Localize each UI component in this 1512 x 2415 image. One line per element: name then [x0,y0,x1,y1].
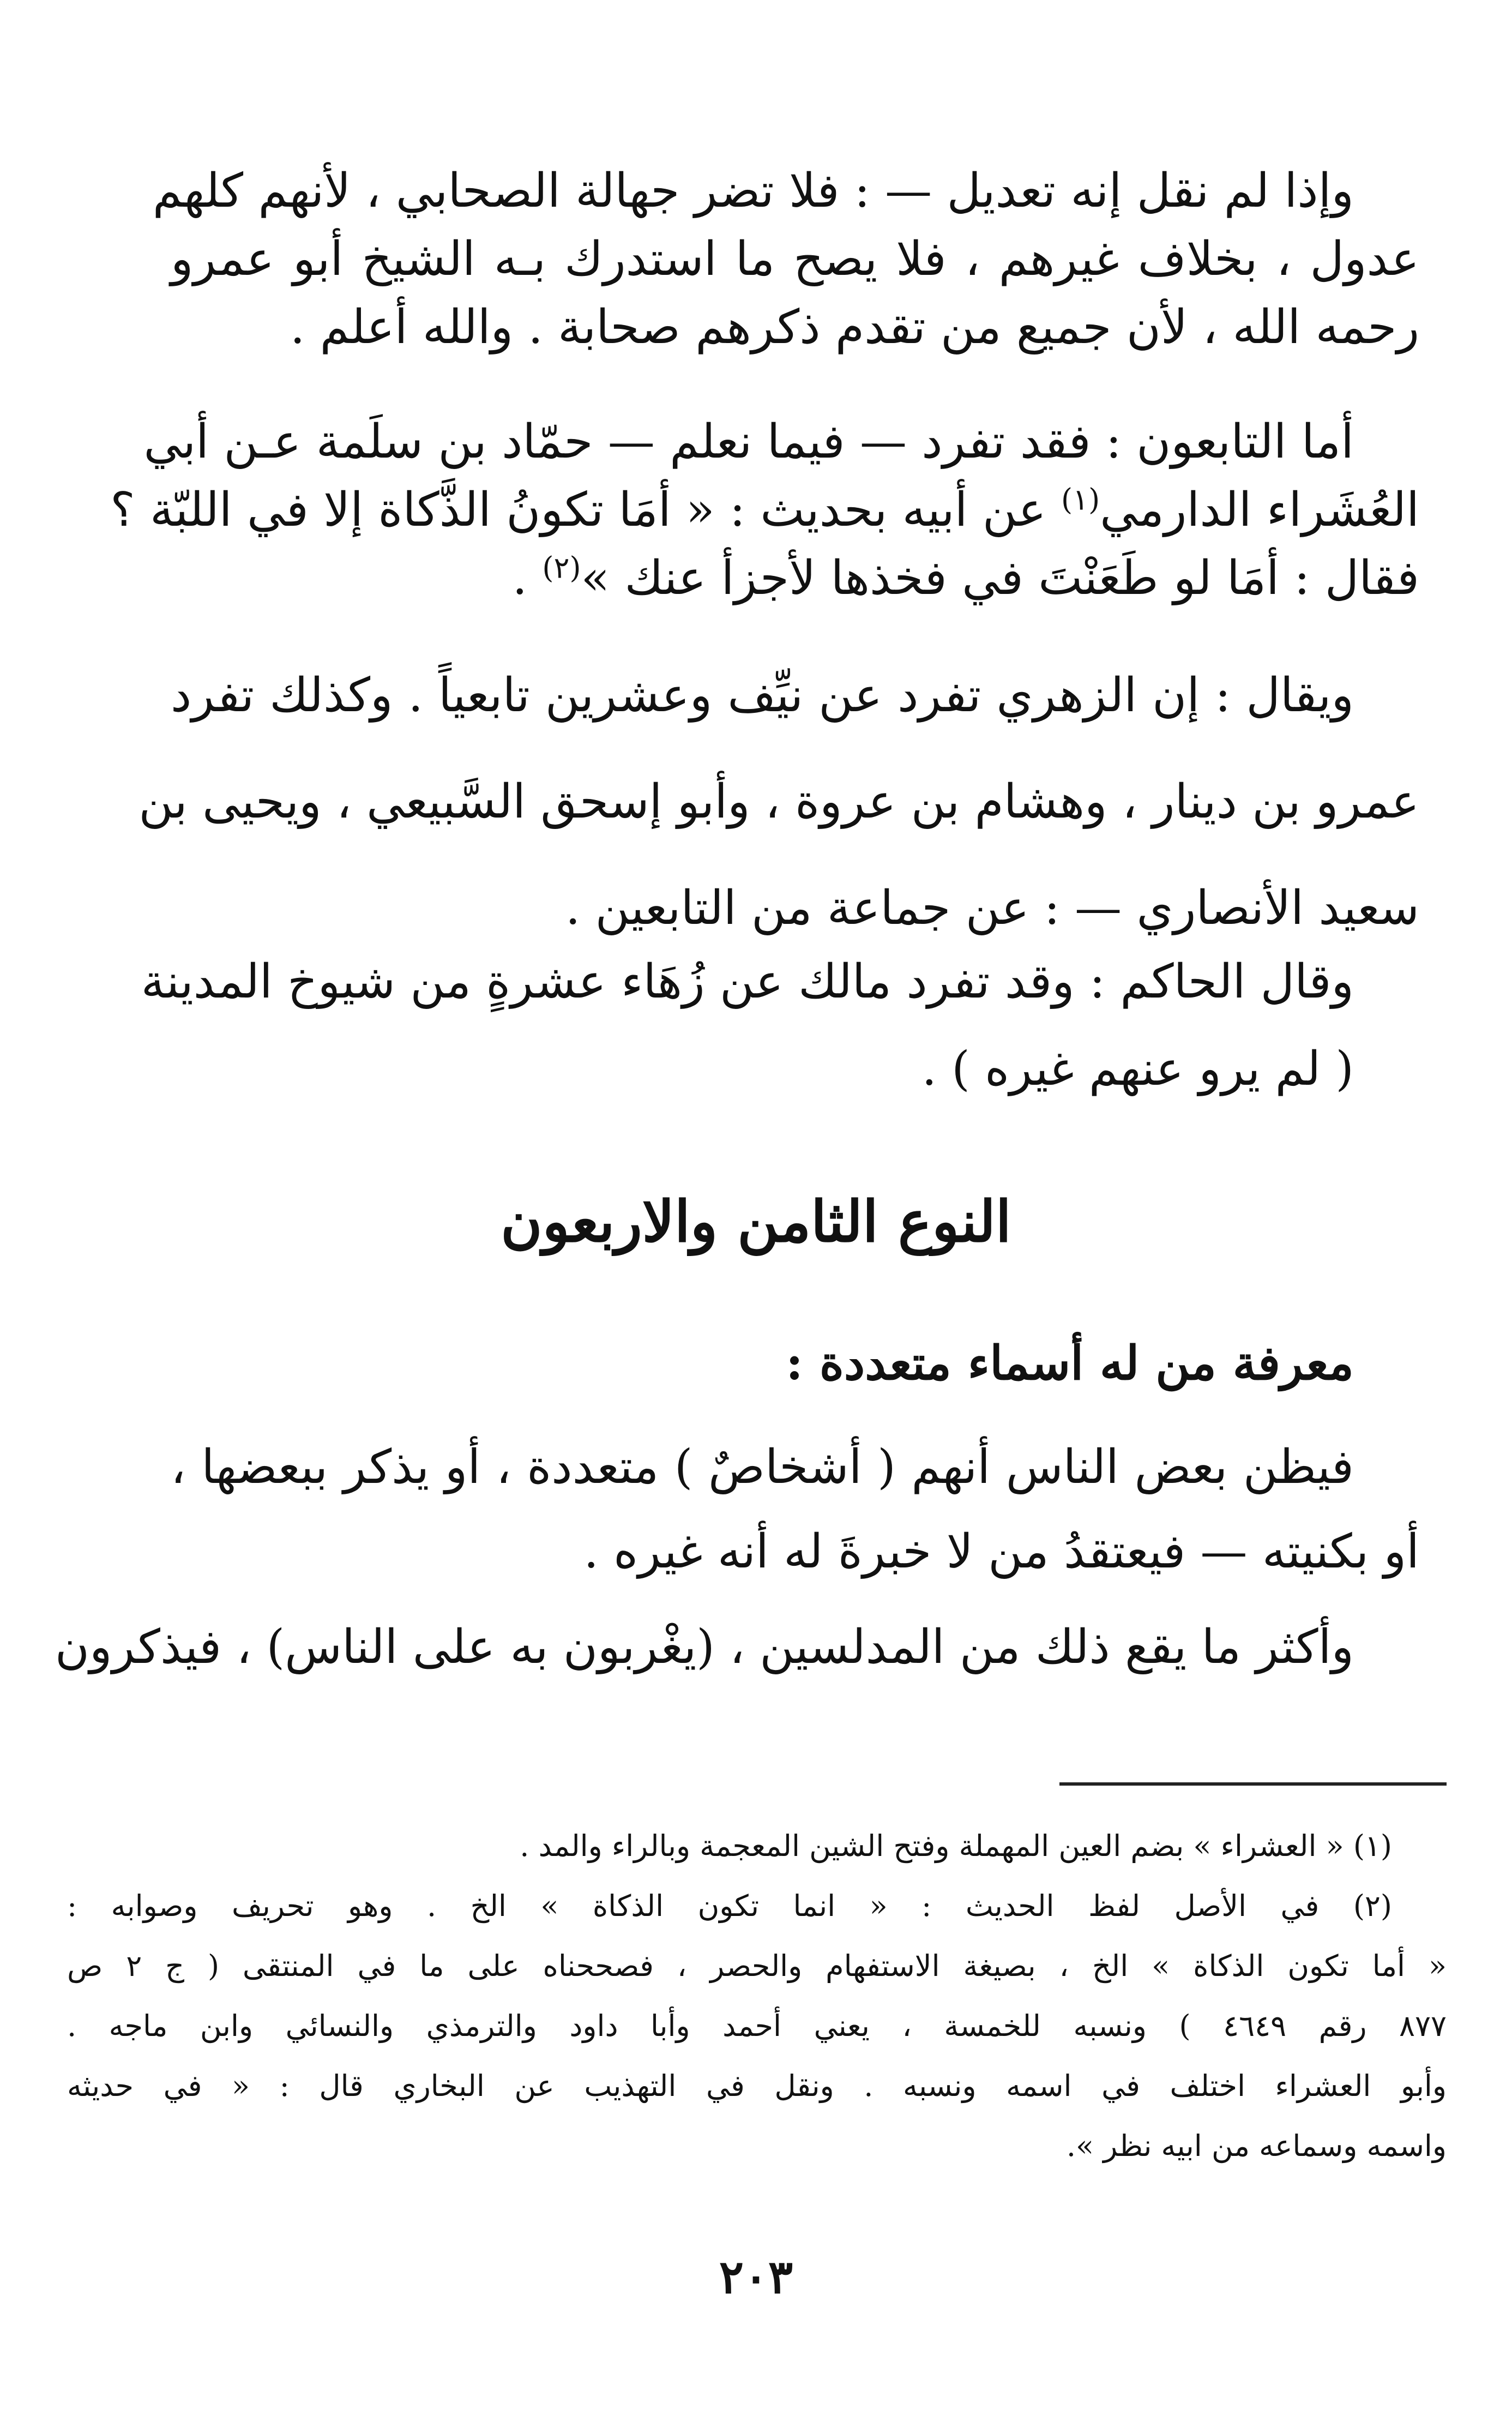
body-line-3: رحمه الله ، لأن جميع من تقدم ذكرهم صحابة . والله أعلم . [290,300,1419,355]
body-line-6-text: فقال : أمَا لو طَعَنْتَ في فخذها لأجزأ عنك » [581,551,1419,605]
body-line-8: عمرو بن دينار ، وهشام بن عروة ، وأبو إسحق السَّبيعي ، ويحيى بن [138,774,1419,829]
body-line-5 [110,477,1419,543]
footnote-ref-1: (١) [1061,482,1100,517]
footnote-line-1: (١) « العشراء » بضم العين المهملة وفتح الشين المعجمة وبالراء والمد . [520,1829,1392,1863]
footnote-line-2: (٢) في الأصل لفظ الحديث : « انما تكون الذكاة » الخ . وهو تحريف وصوابه : [67,1889,1392,1923]
section-heading: النوع الثامن والاربعون [501,1188,1011,1255]
body-line-11: ( لم يرو عنهم غيره ) . [921,1042,1354,1096]
footnote-line-6: واسمه وسماعه من ابيه نظر ». [1066,2129,1447,2163]
body-line-7: ويقال : إن الزهري تفرد عن نيِّف وعشرين تابعياً . وكذلك تفرد [171,668,1354,723]
footnote-ref-2: (٢) [542,550,581,585]
body-line-5-rest: عن أبيه بحديث : « أمَا تكونُ الذَّكاة إلا في اللبّة ؟ [110,483,1046,537]
footnote-line-5: وأبو العشراء اختلف في اسمه ونسبه . ونقل في التهذيب عن البخاري قال : « في حديثه [67,2069,1447,2103]
section-line-1: فيظن بعض الناس أنهم ( أشخاصٌ ) متعددة ، أو يذكر ببعضها ، [171,1440,1354,1494]
section-line-3: وأكثر ما يقع ذلك من المدلسين ، (يغْربون به على الناس) ، فيذكرون [55,1620,1354,1674]
page-number: ٢٠٣ [719,2250,793,2304]
footnote-line-3: « أما تكون الذكاة » الخ ، بصيغة الاستفهام والحصر ، فصححناه على ما في المنتقى ( ج ٢ ص [67,1949,1447,1983]
body-line-10: وقال الحاكم : وقد تفرد مالك عن زُهَاء عشرةٍ من شيوخ المدينة [141,954,1354,1009]
body-line-6 [171,545,1419,611]
section-subheading: معرفة من له أسماء متعددة : [786,1336,1354,1391]
body-line-6-end: . [512,551,528,605]
body-line-4: أما التابعون : فقد تفرد — فيما نعلم — حمّاد بن سلَمة عـن أبي [143,414,1354,469]
footnote-line-4: ٨٧٧ رقم ٤٦٤٩ ) ونسبه للخمسة ، يعني أحمد وأبا داود والترمذي والنسائي وابن ماجه . [67,2009,1447,2043]
body-line-9: سعيد الأنصاري — : عن جماعة من التابعين . [565,881,1419,935]
section-line-2: أو بكنيته — فيعتقدُ من لا خبرةَ له أنه غيره . [583,1524,1419,1579]
body-line-2: عدول ، بخلاف غيرهم ، فلا يصح ما استدرك بـه الشيخ أبو عمرو [171,232,1419,286]
body-line-1: وإذا لم نقل إنه تعديل — : فلا تضر جهالة الصحابي ، لأنهم كلهم [152,164,1354,218]
footnote-separator [1059,1782,1447,1786]
body-line-5-start: العُشَراء الدارمي [1100,483,1419,537]
